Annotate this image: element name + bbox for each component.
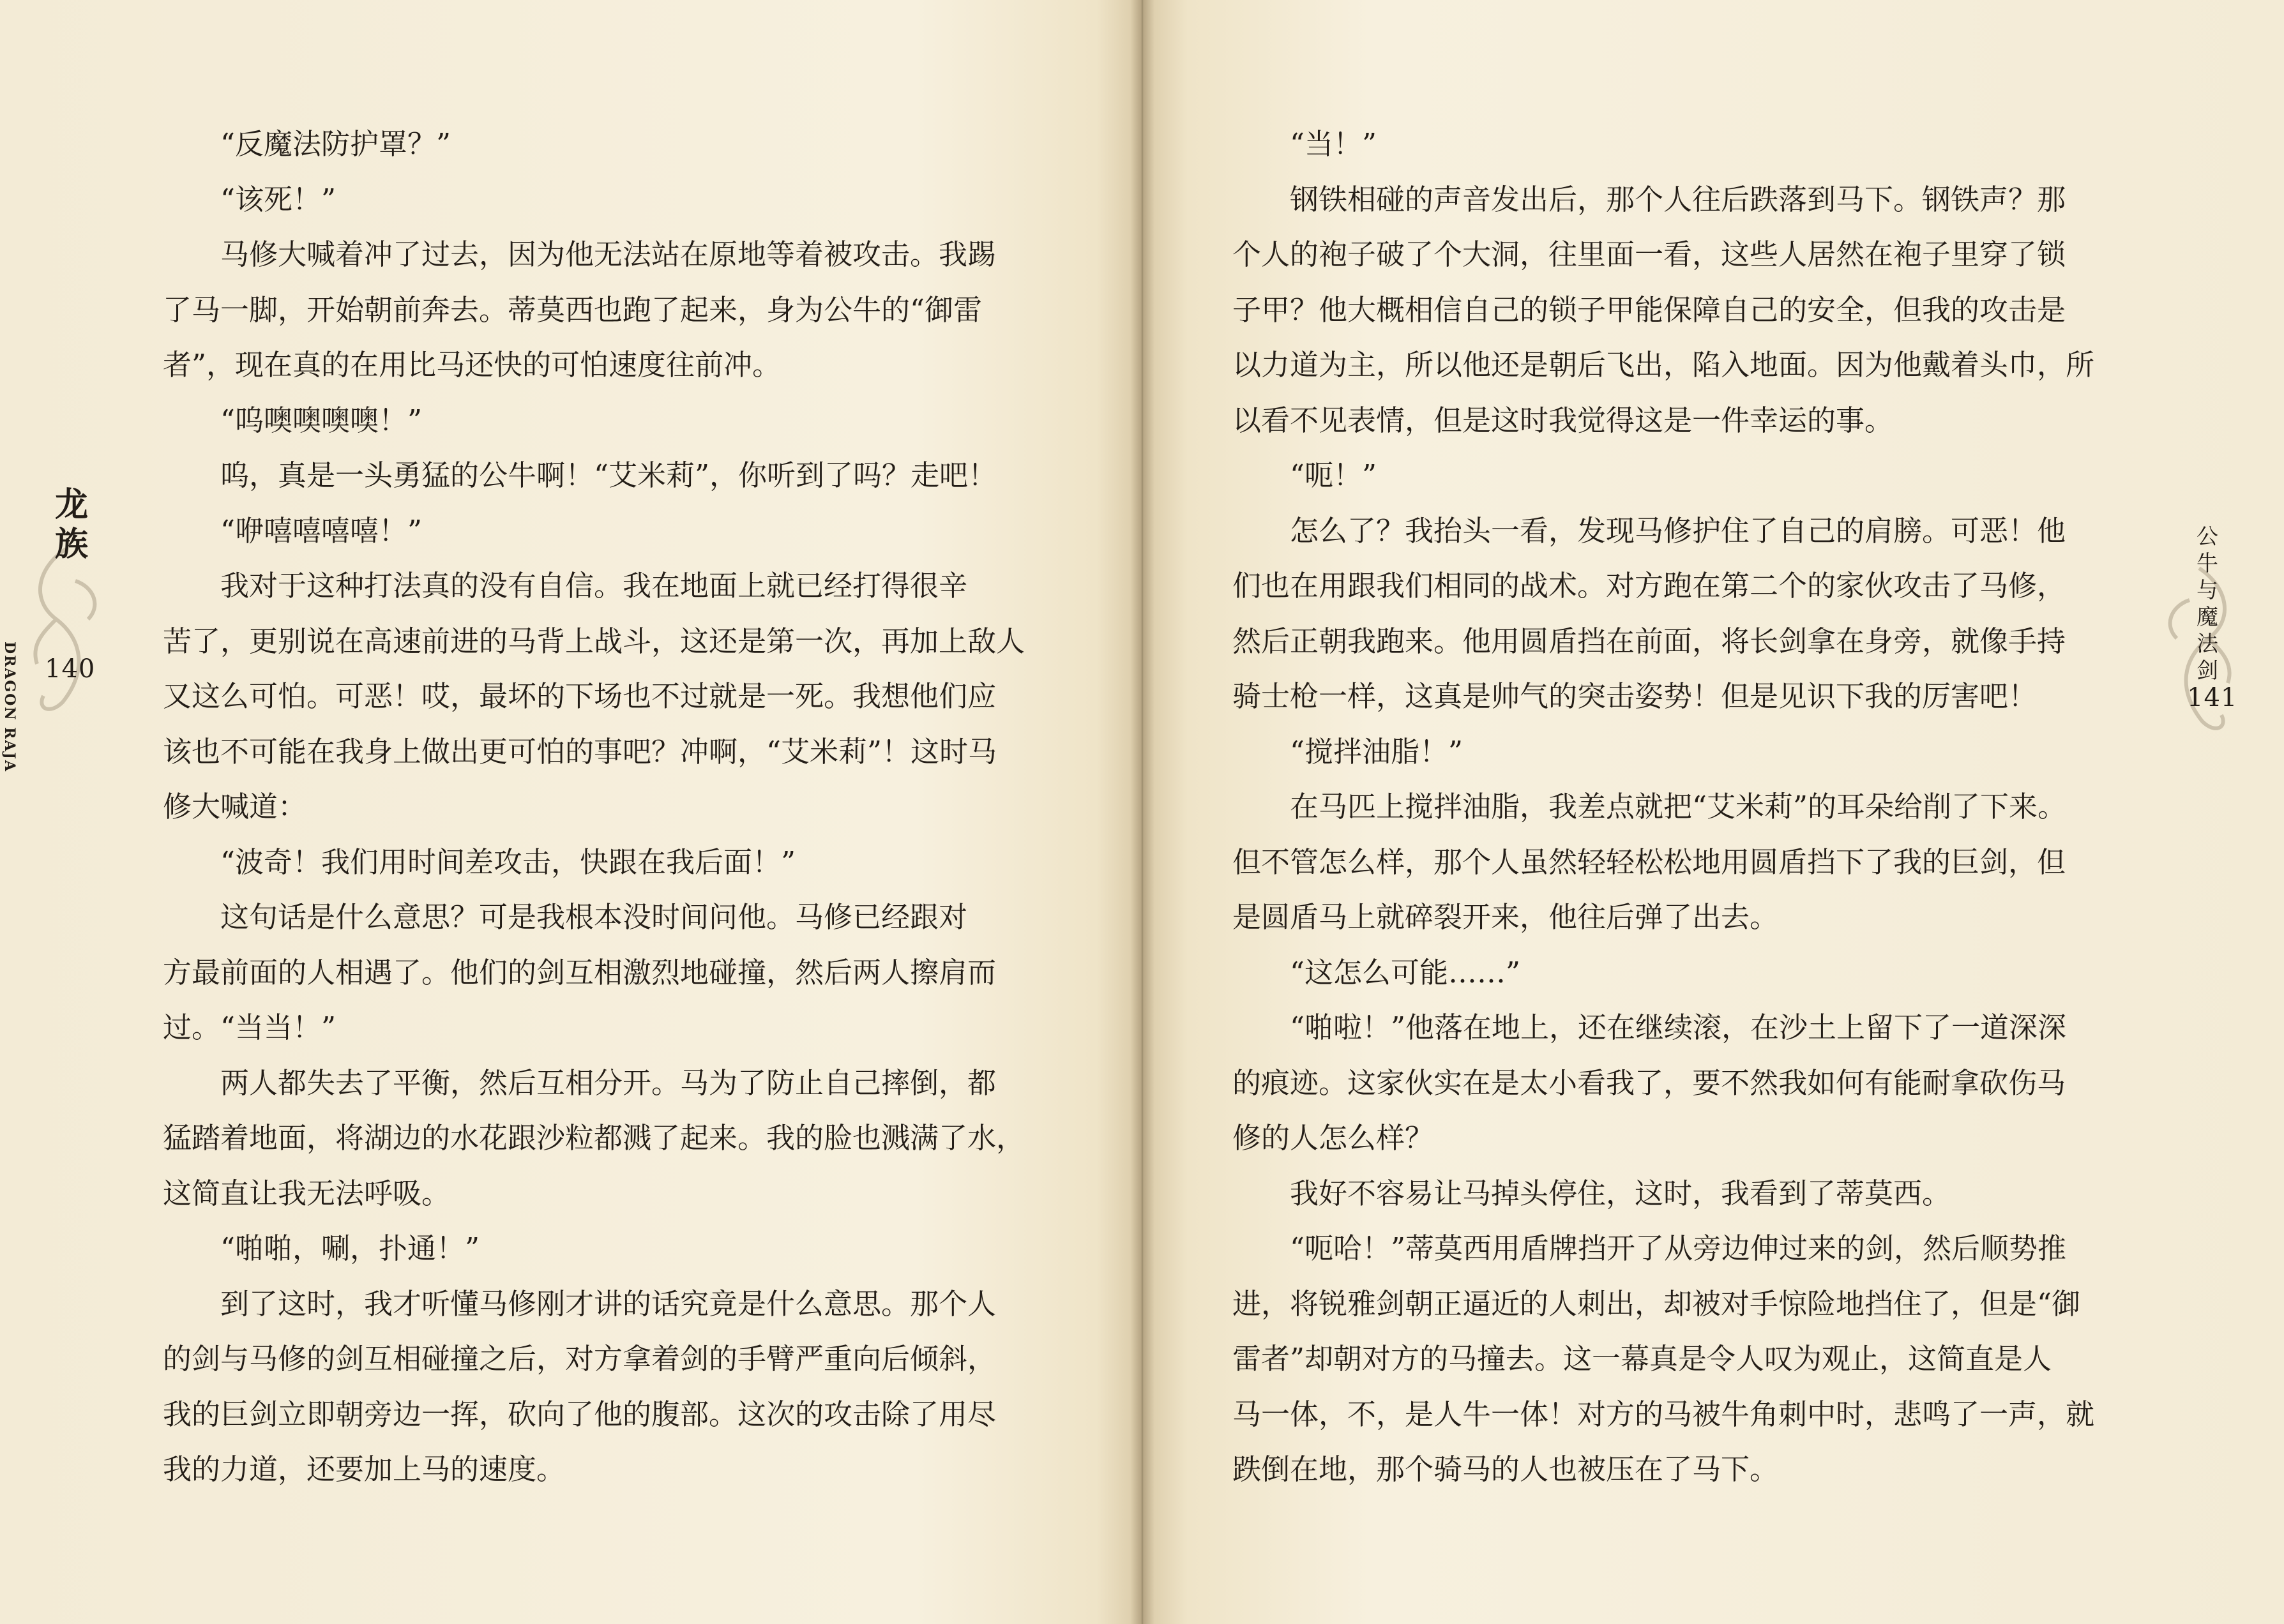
text-line: “呜噢噢噢噢！” bbox=[220, 403, 423, 437]
text-line: 是圆盾马上就碎裂开来，他往后弹了出去。 bbox=[1232, 900, 1779, 934]
text-line: 猛踏着地面，将湖边的水花跟沙粒都溅了起来。我的脸也溅满了水， bbox=[163, 1121, 1025, 1155]
text-line: “波奇！我们用时间差攻击，快跟在我后面！” bbox=[220, 845, 796, 879]
text-line: 的痕迹。这家伙实在是太小看我了，要不然我如何有能耐拿砍伤马 bbox=[1232, 1065, 2066, 1100]
text-line: 过。“当当！” bbox=[163, 1011, 337, 1044]
text-line: 跌倒在地，那个骑马的人也被压在了马下。 bbox=[1232, 1452, 1779, 1486]
text-line: 到了这时，我才听懂马修刚才讲的话究竟是什么意思。那个人 bbox=[220, 1286, 997, 1321]
text-line: “咿嘻嘻嘻嘻！” bbox=[220, 513, 423, 548]
text-line: “该死！” bbox=[220, 182, 337, 216]
text-line: 个人的袍子破了个大洞，往里面一看，这些人居然在袍子里穿了锁 bbox=[1232, 237, 2066, 271]
text-line: 马修大喊着冲了过去，因为他无法站在原地等着被攻击。我踢 bbox=[220, 237, 997, 271]
text-line: 我的巨剑立即朝旁边一挥，砍向了他的腹部。这次的攻击除了用尽 bbox=[163, 1397, 997, 1431]
text-line: 以看不见表情，但是这时我觉得这是一件幸运的事。 bbox=[1232, 403, 1894, 437]
text-line: 怎么了？我抬头一看，发现马修护住了自己的肩膀。可恶！他 bbox=[1290, 513, 2066, 548]
chapter-title: 公牛与魔法剑 bbox=[2197, 524, 2218, 684]
book-title: 龙族 bbox=[54, 485, 88, 564]
text-line: 钢铁相碰的声音发出后，那个人往后跌落到马下。钢铁声？那 bbox=[1290, 182, 2066, 216]
text-line: 修大喊道： bbox=[163, 790, 307, 823]
text-line: 然后正朝我跑来。他用圆盾挡在前面，将长剑拿在身旁，就像手持 bbox=[1232, 624, 2066, 658]
text-line: “呃哈！”蒂莫西用盾牌挡开了从旁边伸过来的剑，然后顺势推 bbox=[1290, 1231, 2067, 1265]
text-line: 们也在用跟我们相同的战术。对方跑在第二个的家伙攻击了马修， bbox=[1232, 569, 2066, 603]
text-line: 我对于这种打法真的没有自信。我在地面上就已经打得很辛 bbox=[220, 569, 968, 603]
page-number-right: 141 bbox=[2187, 683, 2238, 712]
text-line: 这句话是什么意思？可是我根本没时间问他。马修已经跟对 bbox=[220, 900, 968, 934]
text-line: 了马一脚，开始朝前奔去。蒂莫西也跑了起来，身为公牛的“御雷 bbox=[163, 292, 983, 327]
text-line: “当！” bbox=[1290, 127, 1377, 161]
text-line: 在马匹上搅拌油脂，我差点就把“艾米莉”的耳朵给削了下来。 bbox=[1290, 790, 2067, 823]
text-line: 方最前面的人相遇了。他们的剑互相激烈地碰撞，然后两人擦肩而 bbox=[163, 955, 997, 989]
text-line: 我的力道，还要加上马的速度。 bbox=[163, 1452, 566, 1486]
text-line: 者”，现在真的在用比马还快的可怕速度往前冲。 bbox=[163, 348, 782, 382]
text-line: “这怎么可能……” bbox=[1290, 955, 1521, 989]
text-line: 苦了，更别说在高速前进的马背上战斗，这还是第一次，再加上敌人 bbox=[163, 624, 1025, 658]
left-page-text bbox=[163, 117, 1057, 1498]
text-line: 进，将锐雅剑朝正逼近的人刺出，却被对手惊险地挡住了，但是“御 bbox=[1232, 1286, 2081, 1321]
text-line: 这简直让我无法呼吸。 bbox=[163, 1176, 451, 1210]
right-page-text bbox=[1232, 117, 2126, 1498]
book-title-latin: DRAGON RAJA bbox=[1, 642, 18, 772]
text-line: 但不管怎么样，那个人虽然轻轻松松地用圆盾挡下了我的巨剑，但 bbox=[1232, 845, 2066, 879]
page-number-left: 140 bbox=[45, 654, 96, 684]
text-line: 该也不可能在我身上做出更可怕的事吧？冲啊，“艾米莉”！这时马 bbox=[163, 734, 997, 769]
text-line: 两人都失去了平衡，然后互相分开。马为了防止自己摔倒，都 bbox=[220, 1065, 997, 1100]
text-line: “呃！” bbox=[1290, 458, 1377, 492]
text-line: 雷者”却朝对方的马撞去。这一幕真是令人叹为观止，这简直是人 bbox=[1232, 1342, 2052, 1376]
text-line: “反魔法防护罩？” bbox=[220, 127, 451, 161]
text-line: 骑士枪一样，这真是帅气的突击姿势！但是见识下我的厉害吧！ bbox=[1232, 679, 2038, 713]
text-line: 修的人怎么样？ bbox=[1232, 1121, 1434, 1155]
text-line: “啪啪，唰，扑通！” bbox=[220, 1231, 480, 1265]
text-line: 我好不容易让马掉头停住，这时，我看到了蒂莫西。 bbox=[1290, 1176, 1951, 1210]
text-line: “搅拌油脂！” bbox=[1290, 734, 1463, 769]
dragon-emblem-icon bbox=[18, 543, 114, 721]
text-line: 的剑与马修的剑互相碰撞之后，对方拿着剑的手臂严重向后倾斜， bbox=[163, 1342, 997, 1376]
right-page bbox=[1142, 0, 2284, 1624]
text-line: 马一体，不，是人牛一体！对方的马被牛角刺中时，悲鸣了一声，就 bbox=[1232, 1397, 2095, 1431]
text-line: 呜，真是一头勇猛的公牛啊！“艾米莉”，你听到了吗？走吧！ bbox=[220, 458, 997, 492]
text-line: 以力道为主，所以他还是朝后飞出，陷入地面。因为他戴着头巾，所 bbox=[1232, 348, 2095, 382]
text-line: 子甲？他大概相信自己的锁子甲能保障自己的安全，但我的攻击是 bbox=[1232, 292, 2066, 327]
text-line: “啪啦！”他落在地上，还在继续滚，在沙土上留下了一道深深 bbox=[1290, 1011, 2067, 1044]
text-line: 又这么可怕。可恶！哎，最坏的下场也不过就是一死。我想他们应 bbox=[163, 679, 997, 713]
